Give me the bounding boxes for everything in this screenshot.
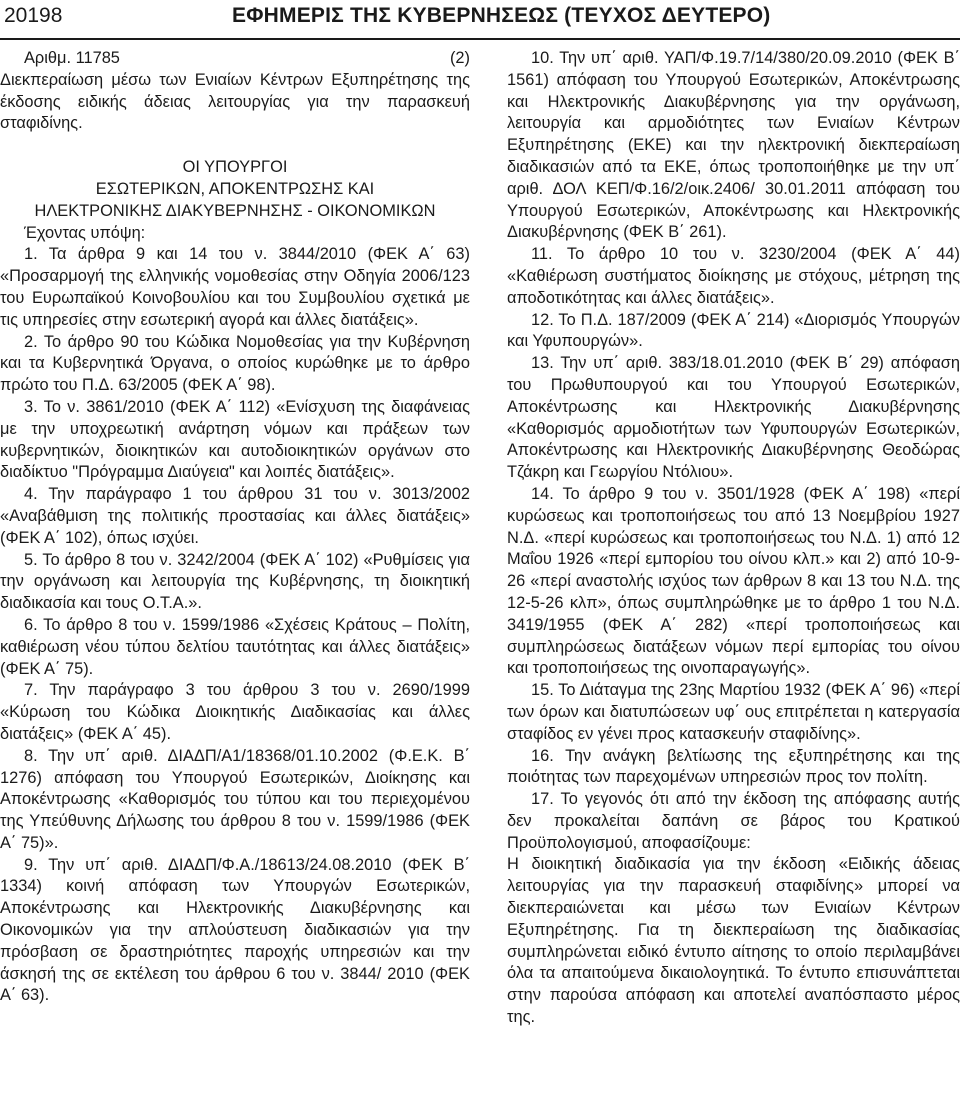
paragraph: 11. Το άρθρο 10 του ν. 3230/2004 (ΦΕΚ Α΄ 44) «Καθιέρωση συστήματος διοίκησης με στόχους, μέτρηση της αποδοτικότητας και άλλες διατάξεις». <box>507 245 960 307</box>
header-rule <box>0 38 960 40</box>
gazette-title: ΕΦΗΜΕΡΙΣ ΤΗΣ ΚΥΒΕΡΝΗΣΕΩΣ (ΤΕΥΧΟΣ ΔΕΥΤΕΡΟ) <box>232 4 771 27</box>
paragraph: 13. Την υπ΄ αριθ. 383/18.01.2010 (ΦΕΚ Β΄ 29) απόφαση του Πρωθυπουργού και του Υπουργού Εσωτερικών, Αποκέντρωσης και Ηλεκτρονικής Διακυβέρνησης «Καθορισμός αρμοδιοτήτων των Υφυπουργών Εσωτερικών, Αποκέντρωσης και Ηλεκτρονικής Διακυβέρνησης Θεοδώρας Τζάκρη και Γεωργίου Ντόλιου». <box>507 354 960 482</box>
paragraph: 1. Τα άρθρα 9 και 14 του ν. 3844/2010 (ΦΕΚ Α΄ 63) «Προσαρμογή της ελληνικής νομοθεσίας στην Οδηγία 2006/123 του Ευρωπαϊκού Κοινοβουλίου και του Συμβουλίου σχετικά με τις υπηρεσίες στην εσωτερική αγορά και άλλες διατάξεις». <box>0 245 470 329</box>
decision-subject: Διεκπεραίωση μέσω των Ενιαίων Κέντρων Εξυπηρέτησης της έκδοσης ειδικής άδειας λειτουργίας για την παρασκευή σταφιδίνης. <box>0 70 470 133</box>
paragraph: 12. Το Π.Δ. 187/2009 (ΦΕΚ Α΄ 214) «Διορισμός Υπουργών και Υφυπουργών». <box>507 310 960 351</box>
paragraph: 9. Την υπ΄ αριθ. ΔΙΑΔΠ/Φ.Α./18613/24.08.2010 (ΦΕΚ Β΄ 1334) κοινή απόφαση των Υπουργών Εσωτερικών, Αποκέντρωσης και Ηλεκτρονικής Διακυβέρνησης και Οικονομικών για την απλούστευση διαδικασιών για την πρόσβαση σε δραστηριότητες παροχής υπηρεσιών και την άσκησή της σε εκτέλεση του άρθρου 6 του ν. 3844/ 2010 (ΦΕΚ Α΄ 63). <box>0 855 470 1005</box>
ministers-line-1: ΟΙ ΥΠΟΥΡΓΟΙ <box>182 158 288 177</box>
paragraph: 3. Το ν. 3861/2010 (ΦΕΚ Α΄ 112) «Ενίσχυση της διαφάνειας με την υποχρεωτική ανάρτηση νόμων και πράξεων των κυβερνητικών, διοικητικών και αυτοδιοικητικών οργάνων στο διαδίκτυο "Πρόγραμμα Διαύγεια" και λοιπές διατάξεις». <box>0 397 470 482</box>
page-number: 20198 <box>4 4 63 27</box>
paragraph: 4. Την παράγραφο 1 του άρθρου 31 του ν. 3013/2002 «Αναβάθμιση της πολιτικής προστασίας και άλλες διατάξεις» (ΦΕΚ Α΄ 102), όπως ισχύει. <box>0 485 470 547</box>
paragraph: 6. Το άρθρο 8 του ν. 1599/1986 «Σχέσεις Κράτους – Πολίτη, καθιέρωση νέου τύπου δελτίου ταυτότητας και άλλες διατάξεις» (ΦΕΚ Α΄ 75). <box>0 615 470 678</box>
ministers-line-3: ΗΛΕΚΤΡΟΝΙΚΗΣ ΔΙΑΚΥΒΕΡΝΗΣΗΣ - ΟΙΚΟΝΟΜΙΚΩΝ <box>34 201 436 220</box>
decision-number: Αριθμ. 11785 <box>24 49 120 67</box>
paragraph: 5. Το άρθρο 8 του ν. 3242/2004 (ΦΕΚ Α΄ 102) «Ρυθμίσεις για την οργάνωση και λειτουργία της Κυβέρνησης, τη διοικητική διαδικασία και τους Ο.Τ.Α.». <box>0 550 470 613</box>
paragraph: 7. Την παράγραφο 3 του άρθρου 3 του ν. 2690/1999 «Κύρωση του Κώδικα Διοικητικής Διαδικασίας και άλλες διατάξεις» (ΦΕΚ Α΄ 45). <box>0 681 470 743</box>
paragraph: 2. Το άρθρο 90 του Κώδικα Νομοθεσίας για την Κυβέρνηση και τα Κυβερνητικά Όργανα, ο οποίος κυρώθηκε με το άρθρο πρώτο του Π.Δ. 63/2005 (ΦΕΚ Α΄ 98). <box>0 332 470 395</box>
decision-body: Η διοικητική διαδικασία για την έκδοση «Ειδικής άδειας λειτουργίας για την παρασκευή σταφιδίνης» μπορεί να διεκπεραιώνεται και μέσω των Ενιαίων Κέντρων Εξυπηρέτησης. Για τη διεκπεραίωση της διαδικασίας συμπληρώνεται ειδικό έντυπο αίτησης το οποίο περιλαμβάνει όλα τα απαιτούμενα δικαιολογητικά. Το έντυπο επισυνάπτεται στην παρούσα απόφαση και αποτελεί αναπόσπαστο μέρος της. <box>507 855 960 1027</box>
paragraph: 17. Το γεγονός ότι από την έκδοση της απόφασης αυτής δεν προκαλείται δαπάνη σε βάρος του Κρατικού Προϋπολογισμού, αποφασίζουμε: <box>507 790 960 852</box>
paragraph: 14. Το άρθρο 9 του ν. 3501/1928 (ΦΕΚ Α΄ 198) «περί κυρώσεως και τροποποιήσεως του από 13 Νοεμβρίου 1927 Ν.Δ. «περί κυρώσεως και τροποποιήσεως του Ν.Δ. 1) από 12 Μαΐου 1926 «περί εμπορίου του οίνου κλπ.» και 2) από 10-9-26 «περί αναστολής ισχύος των άρθρων 8 και 13 του Ν.Δ. της 12-5-26 κλπ», όπως συμπληρώθηκε με το άρθρο 1 του Ν.Δ. 3419/1955 (ΦΕΚ Α΄ 282) «περί τροποποιήσεως και συμπληρώσεως διατάξεων νόμων περί εμπορίας του οίνου και τροποποιήσεως της οινοπαραγωγής». <box>507 484 960 678</box>
paragraph: 15. Το Διάταγμα της 23ης Μαρτίου 1932 (ΦΕΚ Α΄ 96) «περί των όρων και διατυπώσεων υφ΄ ους επιτρέπεται η κατεργασία σταφίδος εν γένει προς κατασκευήν σταφιδίνης». <box>507 681 960 743</box>
paragraph: 8. Την υπ΄ αριθ. ΔΙΑΔΠ/Α1/18368/01.10.2002 (Φ.Ε.Κ. Β΄ 1276) απόφαση του Υπουργού Εσωτερικών, Διοίκησης και Αποκέντρωσης «Καθορισμός του τύπου και του περιεχομένου της Υπεύθυνης Δήλωσης του άρθρου 8 του ν. 1599/1986 (ΦΕΚ Α΄ 75)». <box>0 746 470 852</box>
decision-marker: (2) <box>449 49 470 67</box>
right-column <box>507 48 960 1029</box>
paragraph: 10. Την υπ΄ αριθ. ΥΑΠ/Φ.19.7/14/380/20.09.2010 (ΦΕΚ Β΄ 1561) απόφαση του Υπουργού Εσωτερικών, Αποκέντρωσης και Ηλεκτρονικής Διακυβέρνησης για την οργάνωση, λειτουργία και αρμοδιότητες των Ενιαίων Κέντρων Εξυπηρέτησης (ΕΚΕ) και την ηλεκτρονική διεκπεραίωση διαδικασιών από τα ΕΚΕ, όπως τροποποιήθηκε με την υπ΄ αριθ. ΔΟΛ ΚΕΠ/Φ.16/2/οικ.2406/ 30.01.2011 απόφαση του Υπουργού Εσωτερικών, Αποκέντρωσης και Ηλεκτρονικής Διακυβέρνησης (ΦΕΚ Β΄ 261). <box>507 49 960 242</box>
left-column <box>0 48 470 1007</box>
ministers-heading <box>0 157 470 222</box>
page-header <box>0 0 960 38</box>
intro-text: Έχοντας υπόψη: <box>24 223 146 242</box>
paragraph: 16. Την ανάγκη βελτίωσης της εξυπηρέτησης και της ποιότητας των παρεχομένων υπηρεσιών προς τον πολίτη. <box>507 746 960 787</box>
ministers-line-2: ΕΣΩΤΕΡΙΚΩΝ, ΑΠΟΚΕΝΤΡΩΣΗΣ ΚΑΙ <box>95 179 375 198</box>
decision-number-line <box>0 48 470 70</box>
